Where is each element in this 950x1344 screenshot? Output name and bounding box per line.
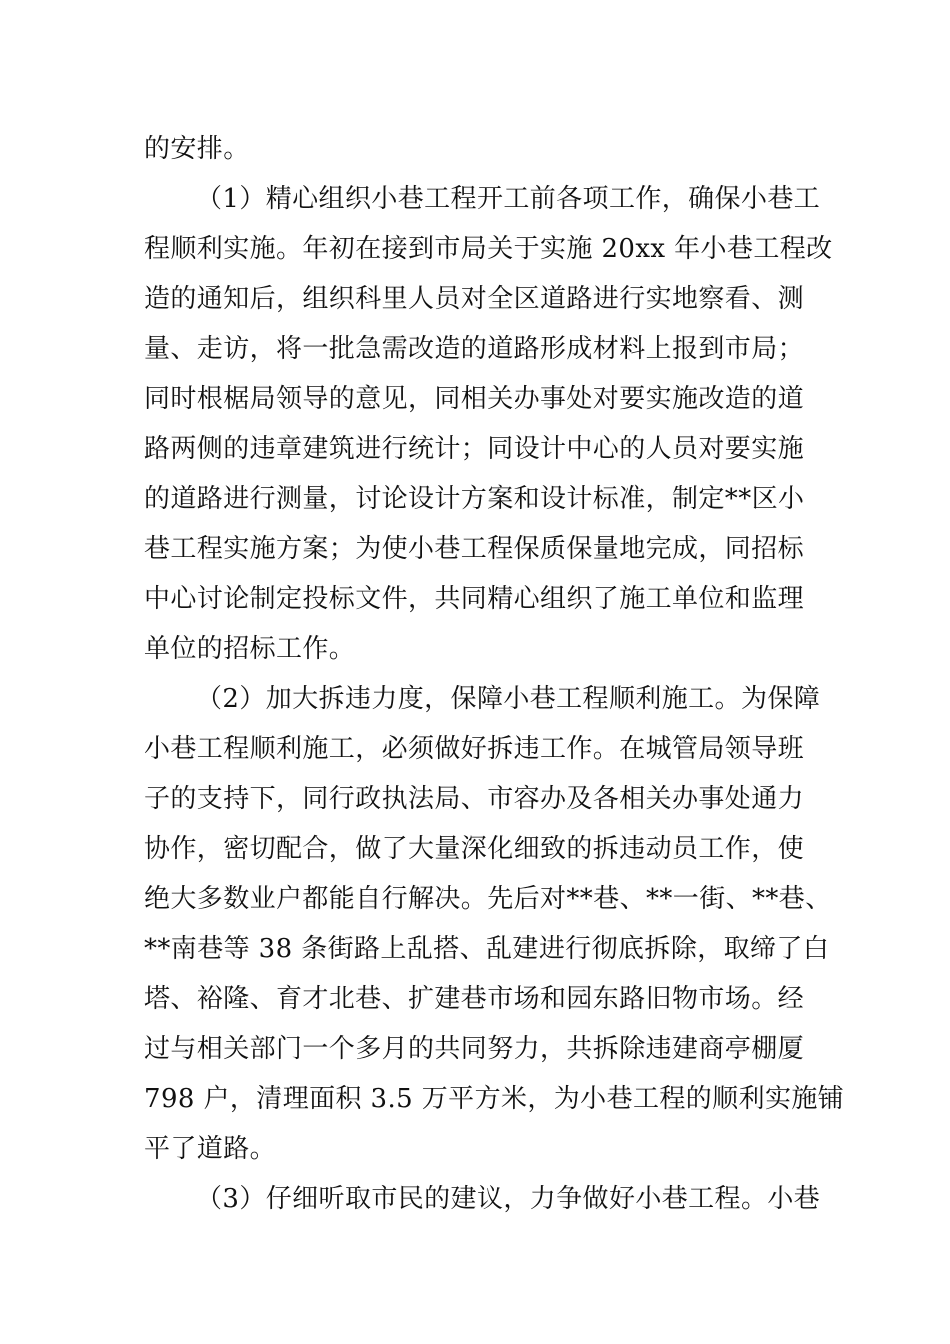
document-body bbox=[144, 124, 845, 1224]
text-line-8: 的道路进行测量，讨论设计方案和设计标准，制定**区小 bbox=[144, 484, 805, 514]
text-line-19: 过与相关部门一个多月的共同努力，共拆除违建商亭棚厦 bbox=[144, 1034, 805, 1064]
text-line-10: 中心讨论制定投标文件，共同精心组织了施工单位和监理 bbox=[144, 584, 805, 614]
text-line-14: 子的支持下，同行政执法局、市容办及各相关办事处通力 bbox=[144, 784, 805, 814]
text-line-20: 798 户，清理面积 3.5 万平方米，为小巷工程的顺利实施铺 bbox=[144, 1084, 845, 1114]
text-line-16: 绝大多数业户都能自行解决。先后对**巷、**一街、**巷、 bbox=[144, 884, 832, 914]
text-line-17: **南巷等 38 条街路上乱搭、乱建进行彻底拆除，取缔了白 bbox=[144, 934, 830, 964]
text-line-18: 塔、裕隆、育才北巷、扩建巷市场和园东路旧物市场。经 bbox=[144, 984, 805, 1014]
text-line-3: 程顺利实施。年初在接到市局关于实施 20xx 年小巷工程改 bbox=[144, 234, 833, 264]
text-line-21: 平了道路。 bbox=[144, 1134, 277, 1164]
text-line-4: 造的通知后，组织科里人员对全区道路进行实地察看、测 bbox=[144, 284, 805, 314]
text-line-6: 同时根椐局领导的意见，同相关办事处对要实施改造的道 bbox=[144, 384, 805, 414]
text-line-2: （1）精心组织小巷工程开工前各项工作，确保小巷工 bbox=[196, 184, 821, 214]
text-line-22: （3）仔细听取市民的建议，力争做好小巷工程。小巷 bbox=[196, 1184, 821, 1214]
text-line-7: 路两侧的违章建筑进行统计；同设计中心的人员对要实施 bbox=[144, 434, 805, 464]
text-line-12: （2）加大拆违力度，保障小巷工程顺利施工。为保障 bbox=[196, 684, 821, 714]
text-line-11: 单位的招标工作。 bbox=[144, 634, 356, 664]
text-line-5: 量、走访，将一批急需改造的道路形成材料上报到市局； bbox=[144, 334, 805, 364]
text-line-13: 小巷工程顺利施工，必须做好拆违工作。在城管局领导班 bbox=[144, 734, 805, 764]
text-line-15: 协作，密切配合，做了大量深化细致的拆违动员工作，使 bbox=[144, 834, 805, 864]
text-line-9: 巷工程实施方案；为使小巷工程保质保量地完成，同招标 bbox=[144, 534, 805, 564]
text-line-1: 的安排。 bbox=[144, 134, 250, 164]
